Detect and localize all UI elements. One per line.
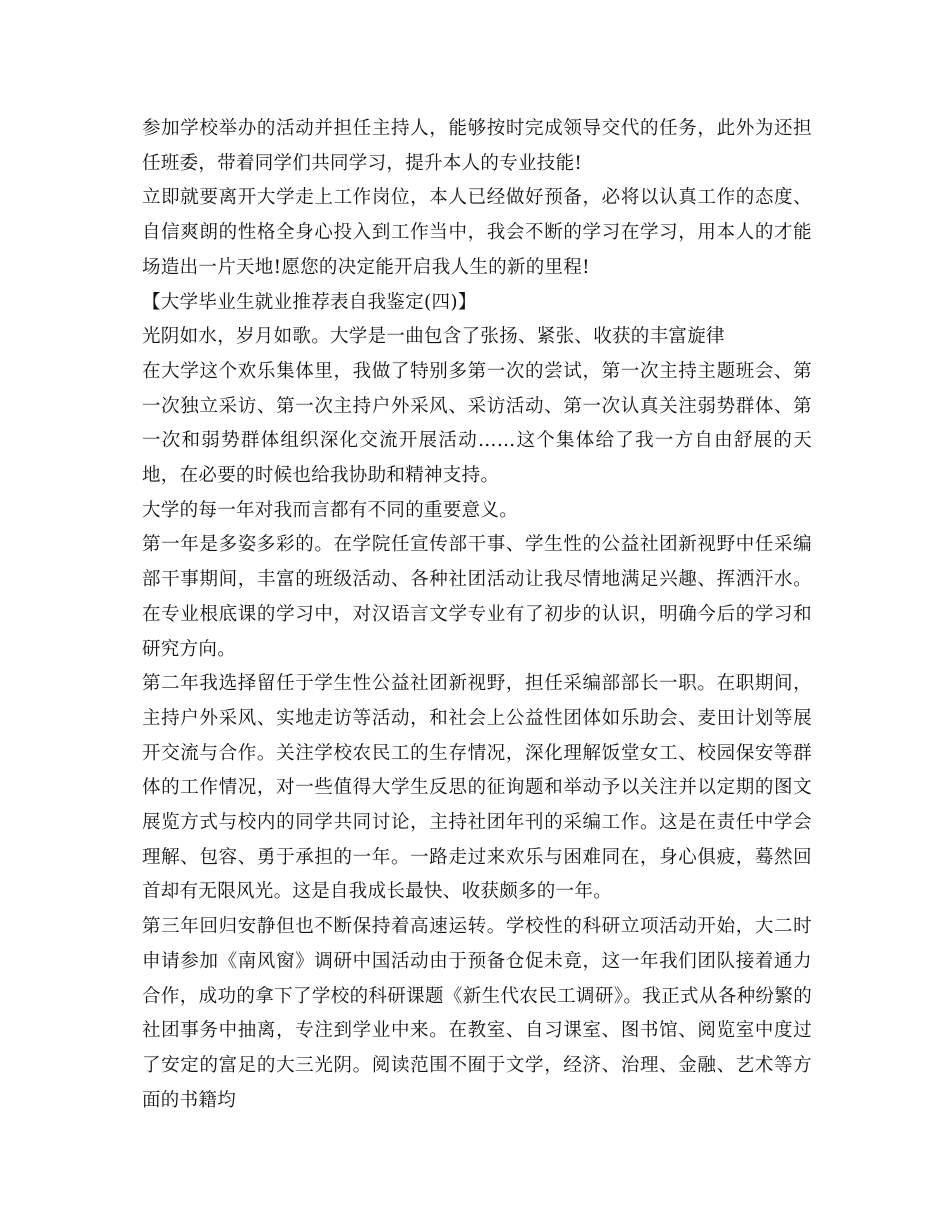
paragraph-intro: 光阴如水，岁月如歌。大学是一曲包含了张扬、紧张、收获的丰富旋律 <box>142 326 725 348</box>
paragraph-host-activities: 参加学校举办的活动并担任主持人，能够按时完成领导交代的任务，此外为还担任班委，带着同学们共同学习，提升本人的专业技能! <box>142 118 812 174</box>
paragraph-year-two: 第二年我选择留任于学生性公益社团新视野，担任采编部部长一职。在职期间，主持户外采风、实地走访等活动，和社会上公益性团体如乐助会、麦田计划等展开交流与合作。关注学校农民工的生存情况，深化理解饭堂女工、校园保安等群体的工作情况，对一些值得大学生反思的征询题和举动予以关注并以定期的图文展览方式与校内的同学共同讨论，主持社团年刊的采编工作。这是在责任中学会理解、包容、勇于承担的一年。一路走过来欢乐与困难同在，身心俱疲，蓦然回首却有无限风光。这是自我成长最快、收获颇多的一年。 <box>142 673 812 903</box>
document-body <box>142 112 812 1118</box>
section-heading: 【大学毕业生就业推荐表自我鉴定(四)】 <box>142 291 477 313</box>
paragraph-year-one: 第一年是多姿多彩的。在学院任宣传部干事、学生性的公益社团新视野中任采编部干事期间，丰富的班级活动、各种社团活动让我尽情地满足兴趣、挥洒汗水。在专业根底课的学习中，对汉语言文学专业有了初步的认识，明确今后的学习和研究方向。 <box>142 534 812 660</box>
paragraph-leaving-university: 立即就要离开大学走上工作岗位，本人已经做好预备，必将以认真工作的态度、自信爽朗的性格全身心投入到工作当中，我会不断的学习在学习，用本人的才能场造出一片天地!愿您的决定能开启我人生的新的里程! <box>142 187 812 278</box>
paragraph-each-year: 大学的每一年对我而言都有不同的重要意义。 <box>142 499 519 521</box>
paragraph-year-three: 第三年回归安静但也不断保持着高速运转。学校性的科研立项活动开始，大二时申请参加《南风窗》调研中国活动由于预备仓促未竟，这一年我们团队接着通力合作，成功的拿下了学校的科研课题《新生代农民工调研》。我正式从各种纷繁的社团事务中抽离，专注到学业中来。在教室、自习课室、图书馆、阅览室中度过了安定的富足的大三光阴。阅读范围不囿于文学，经济、治理、金融、艺术等方面的书籍均 <box>142 916 812 1111</box>
paragraph-first-attempts: 在大学这个欢乐集体里，我做了特别多第一次的尝试，第一次主持主题班会、第一次独立采访、第一次主持户外采风、采访活动、第一次认真关注弱势群体、第一次和弱势群体组织深化交流开展活动……这个集体给了我一方自由舒展的天地，在必要的时候也给我协助和精神支持。 <box>142 360 812 487</box>
